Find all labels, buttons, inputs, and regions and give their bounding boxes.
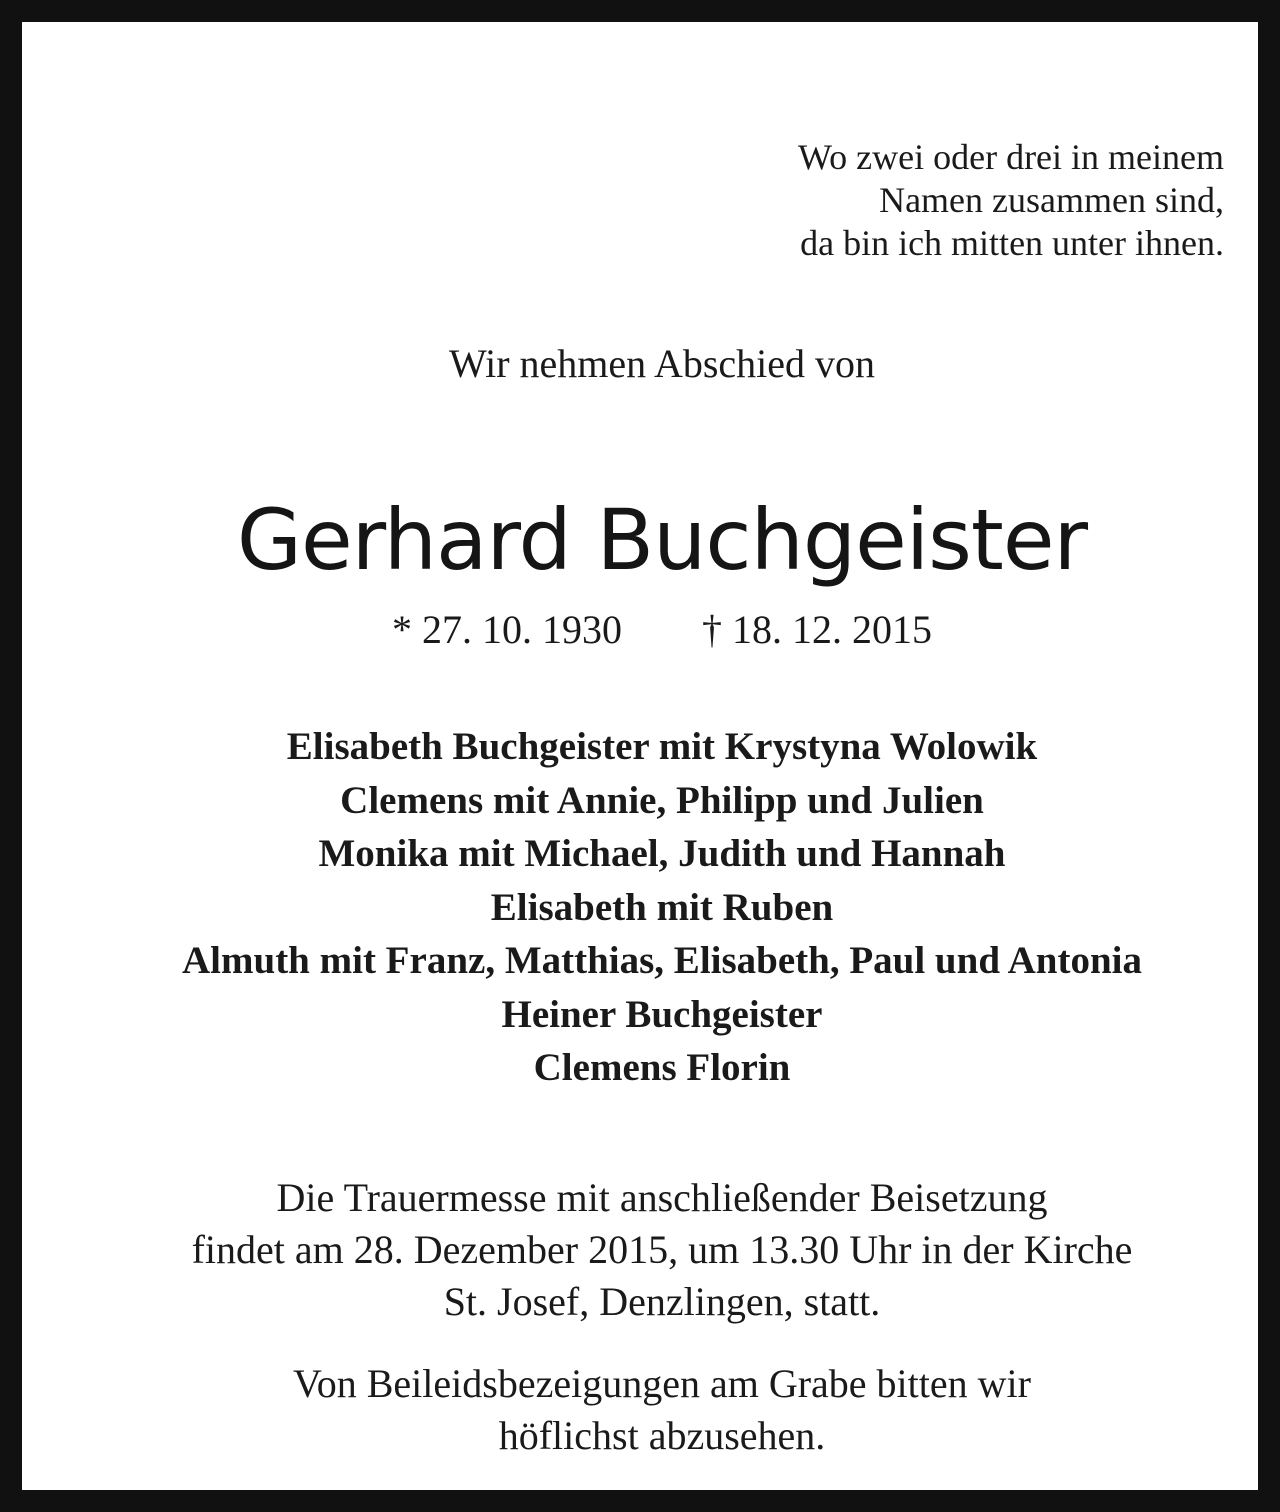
mourner-entry: Almuth mit Franz, Matthias, Elisabeth, Paul und Antonia <box>182 939 1142 982</box>
mourner-entry: Clemens Florin <box>533 1046 791 1089</box>
farewell-intro: Wir nehmen Abschied von <box>448 341 876 386</box>
life-dates <box>44 606 1280 654</box>
obituary-notice <box>44 44 1280 1512</box>
condolence-note <box>44 1358 1280 1462</box>
birth-date: * 27. 10. 1930 <box>392 607 622 652</box>
quote-line: Wo zwei oder drei in meinem <box>798 137 1224 177</box>
mourner-entry: Clemens mit Annie, Philipp und Julien <box>340 778 984 822</box>
quote-line: Namen zusammen sind, <box>879 180 1224 220</box>
condolence-line: Von Beileidsbezeigungen am Grabe bitten wir <box>293 1361 1031 1406</box>
mourner-entry: Elisabeth Buchgeister mit Krystyna Wolowik <box>286 725 1038 768</box>
service-line: St. Josef, Denzlingen, statt. <box>443 1279 881 1324</box>
death-date: † 18. 12. 2015 <box>702 607 932 652</box>
mourners-list <box>44 720 1280 1095</box>
mourner-entry: Elisabeth mit Ruben <box>490 885 834 929</box>
deceased-name: Gerhard Buchgeister <box>236 491 1088 589</box>
mourner-entry: Monika mit Michael, Judith und Hannah <box>318 832 1006 875</box>
funeral-service-info <box>44 1172 1280 1328</box>
service-line: findet am 28. Dezember 2015, um 13.30 Uhr in der Kirche <box>191 1227 1133 1272</box>
condolence-line: höflichst abzusehen. <box>498 1413 826 1458</box>
mourner-entry: Heiner Buchgeister <box>501 992 823 1036</box>
quote-line: da bin ich mitten unter ihnen. <box>800 223 1224 263</box>
service-line: Die Trauermesse mit anschließender Beisetzung <box>276 1175 1048 1220</box>
bible-quote <box>798 136 1224 265</box>
